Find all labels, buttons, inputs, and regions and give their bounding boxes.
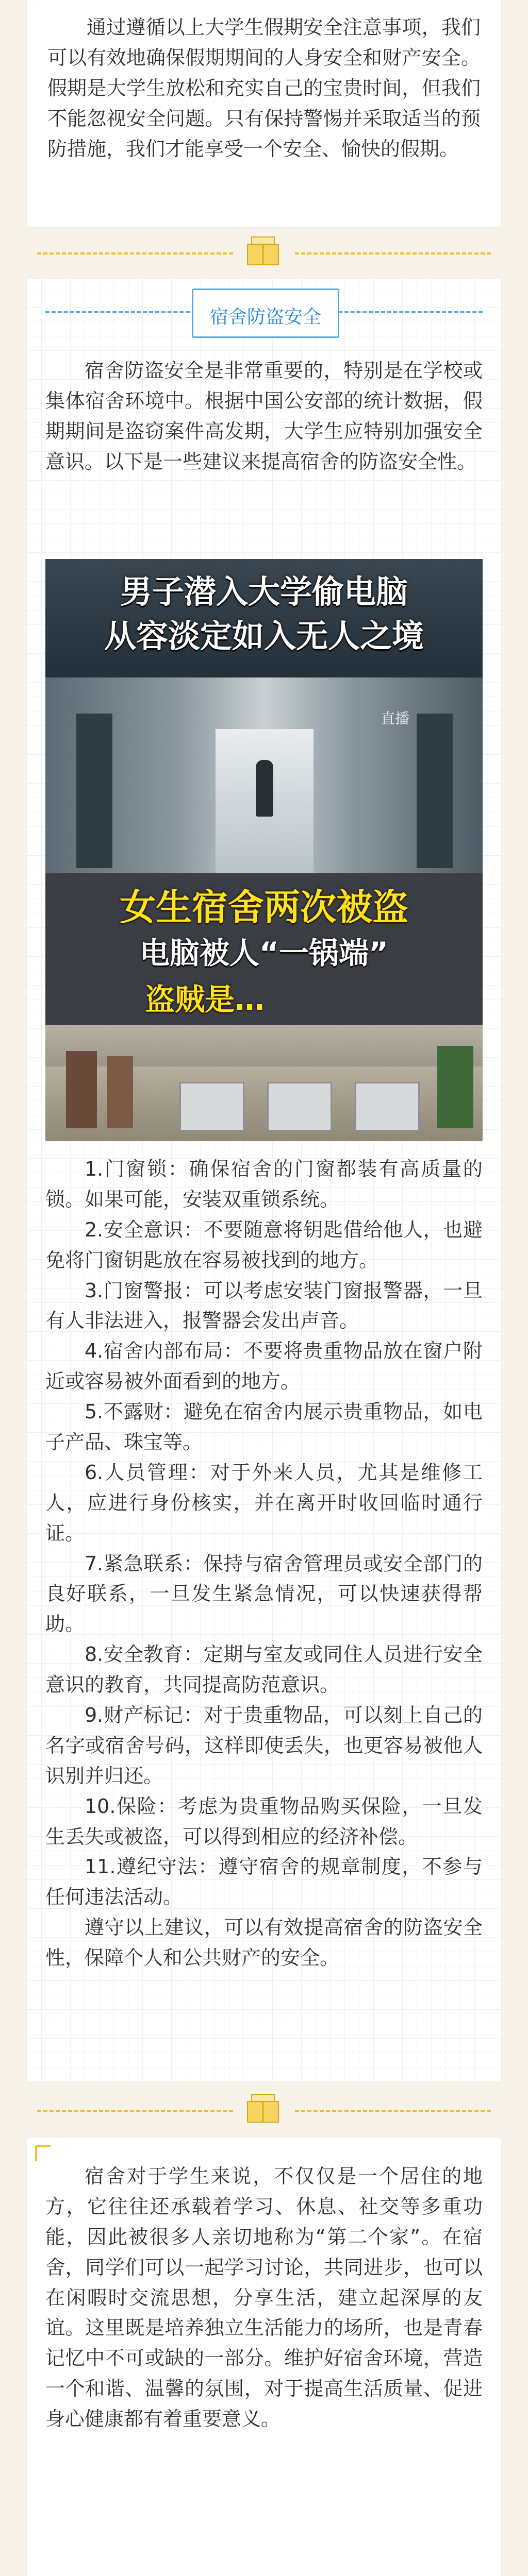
turnstile-photo xyxy=(45,1025,483,1141)
tip-item: 5.不露财：避免在宿舍内展示贵重物品，如电子产品、珠宝等。 xyxy=(45,1400,483,1454)
headline-4: 电脑被人“一锅端” xyxy=(139,936,389,971)
tip-item: 10.保险：考虑为贵重物品购买保险，一旦发生丢失或被盗，可以得到相应的经济补偿。 xyxy=(45,1794,483,1848)
security-intro-block xyxy=(45,355,483,477)
news-image xyxy=(45,559,483,1025)
book-icon xyxy=(244,2092,282,2126)
section-title-badge xyxy=(192,289,339,338)
tip-item: 9.财产标记：对于贵重物品，可以刻上自己的名字或宿舍号码，这样即使丢失，也更容易被他人识别并归还。 xyxy=(45,1704,483,1787)
dorm-life-block xyxy=(45,2161,483,2434)
headline-2: 从容淡定如入无人之境 xyxy=(104,617,424,655)
tip-item: 3.门窗警报：可以考虑安装门窗报警器，一旦有人非法进入，报警器会发出声音。 xyxy=(45,1279,483,1332)
tip-item: 7.紧急联系：保持与宿舍管理员或安全部门的良好联系，一旦发生紧急情况，可以快速获得帮助。 xyxy=(45,1552,483,1636)
tip-item: 11.遵纪守法：遵守宿舍的规章制度，不参与任何违法活动。 xyxy=(45,1855,483,1909)
intro-paragraph: 通过遵循以上大学生假期安全注意事项，我们可以有效地确保假期期间的人身安全和财产安全。假期是大学生放松和充实自己的宝贵时间，但我们不能忽视安全问题。只有保持警惕并采取适当的预防措施，我们才能享受一个安全、愉快的假期。 xyxy=(47,16,481,160)
divider-decoration xyxy=(27,232,501,273)
live-tag: 直播 xyxy=(381,710,410,727)
corner-decoration xyxy=(35,2145,51,2161)
tip-item: 2.安全意识：不要随意将钥匙借给他人，也避免将门窗钥匙放在容易被找到的地方。 xyxy=(45,1218,483,1272)
headline-3: 女生宿舍两次被盗 xyxy=(120,886,408,928)
intro-card xyxy=(27,0,501,227)
headline-5: 盗贼是… xyxy=(144,982,265,1017)
section-title: 宿舍防盗安全 xyxy=(209,307,321,328)
headline-1: 男子潜入大学偷电脑 xyxy=(120,573,408,611)
tip-item: 1.门窗锁：确保宿舍的门窗都装有高质量的锁。如果可能，安装双重锁系统。 xyxy=(45,1158,483,1211)
book-icon xyxy=(244,235,282,269)
tip-item: 8.安全教育：定期与室友或同住人员进行安全意识的教育，共同提高防范意识。 xyxy=(45,1643,483,1697)
tip-item: 6.人员管理：对于外来人员，尤其是维修工人，应进行身份核实，并在离开时收回临时通行证。 xyxy=(45,1461,483,1545)
divider-decoration xyxy=(27,2089,501,2130)
security-intro: 宿舍防盗安全是非常重要的，特别是在学校或集体宿舍环境中。根据中国公安部的统计数据，假期期间是盗窃案件高发期，大学生应特别加强安全意识。以下是一些建议来提高宿舍的防盗安全性。 xyxy=(45,359,483,473)
title-line-left xyxy=(45,311,190,313)
dorm-life-paragraph: 宿舍对于学生来说，不仅仅是一个居住的地方，它往往还承载着学习、休息、社交等多重功能，因此被很多人亲切地称为“第二个家”。在宿舍，同学们可以一起学习讨论，共同进步，也可以在闲暇时交流思想，分享生活，建立起深厚的友谊。这里既是培养独立生活能力的场所，也是青春记忆中不可或缺的一部分。维护好宿舍环境，营造一个和谐、温馨的氛围，对于提高生活质量、促进身心健康都有着重要意义。 xyxy=(45,2165,483,2431)
security-tips-list xyxy=(45,1154,483,1973)
tip-item: 4.宿舍内部布局：不要将贵重物品放在窗户附近或容易被外面看到的地方。 xyxy=(45,1340,483,1393)
title-line-right xyxy=(338,311,483,313)
security-closing: 遵守以上建议，可以有效提高宿舍的防盗安全性，保障个人和公共财产的安全。 xyxy=(45,1916,483,1970)
